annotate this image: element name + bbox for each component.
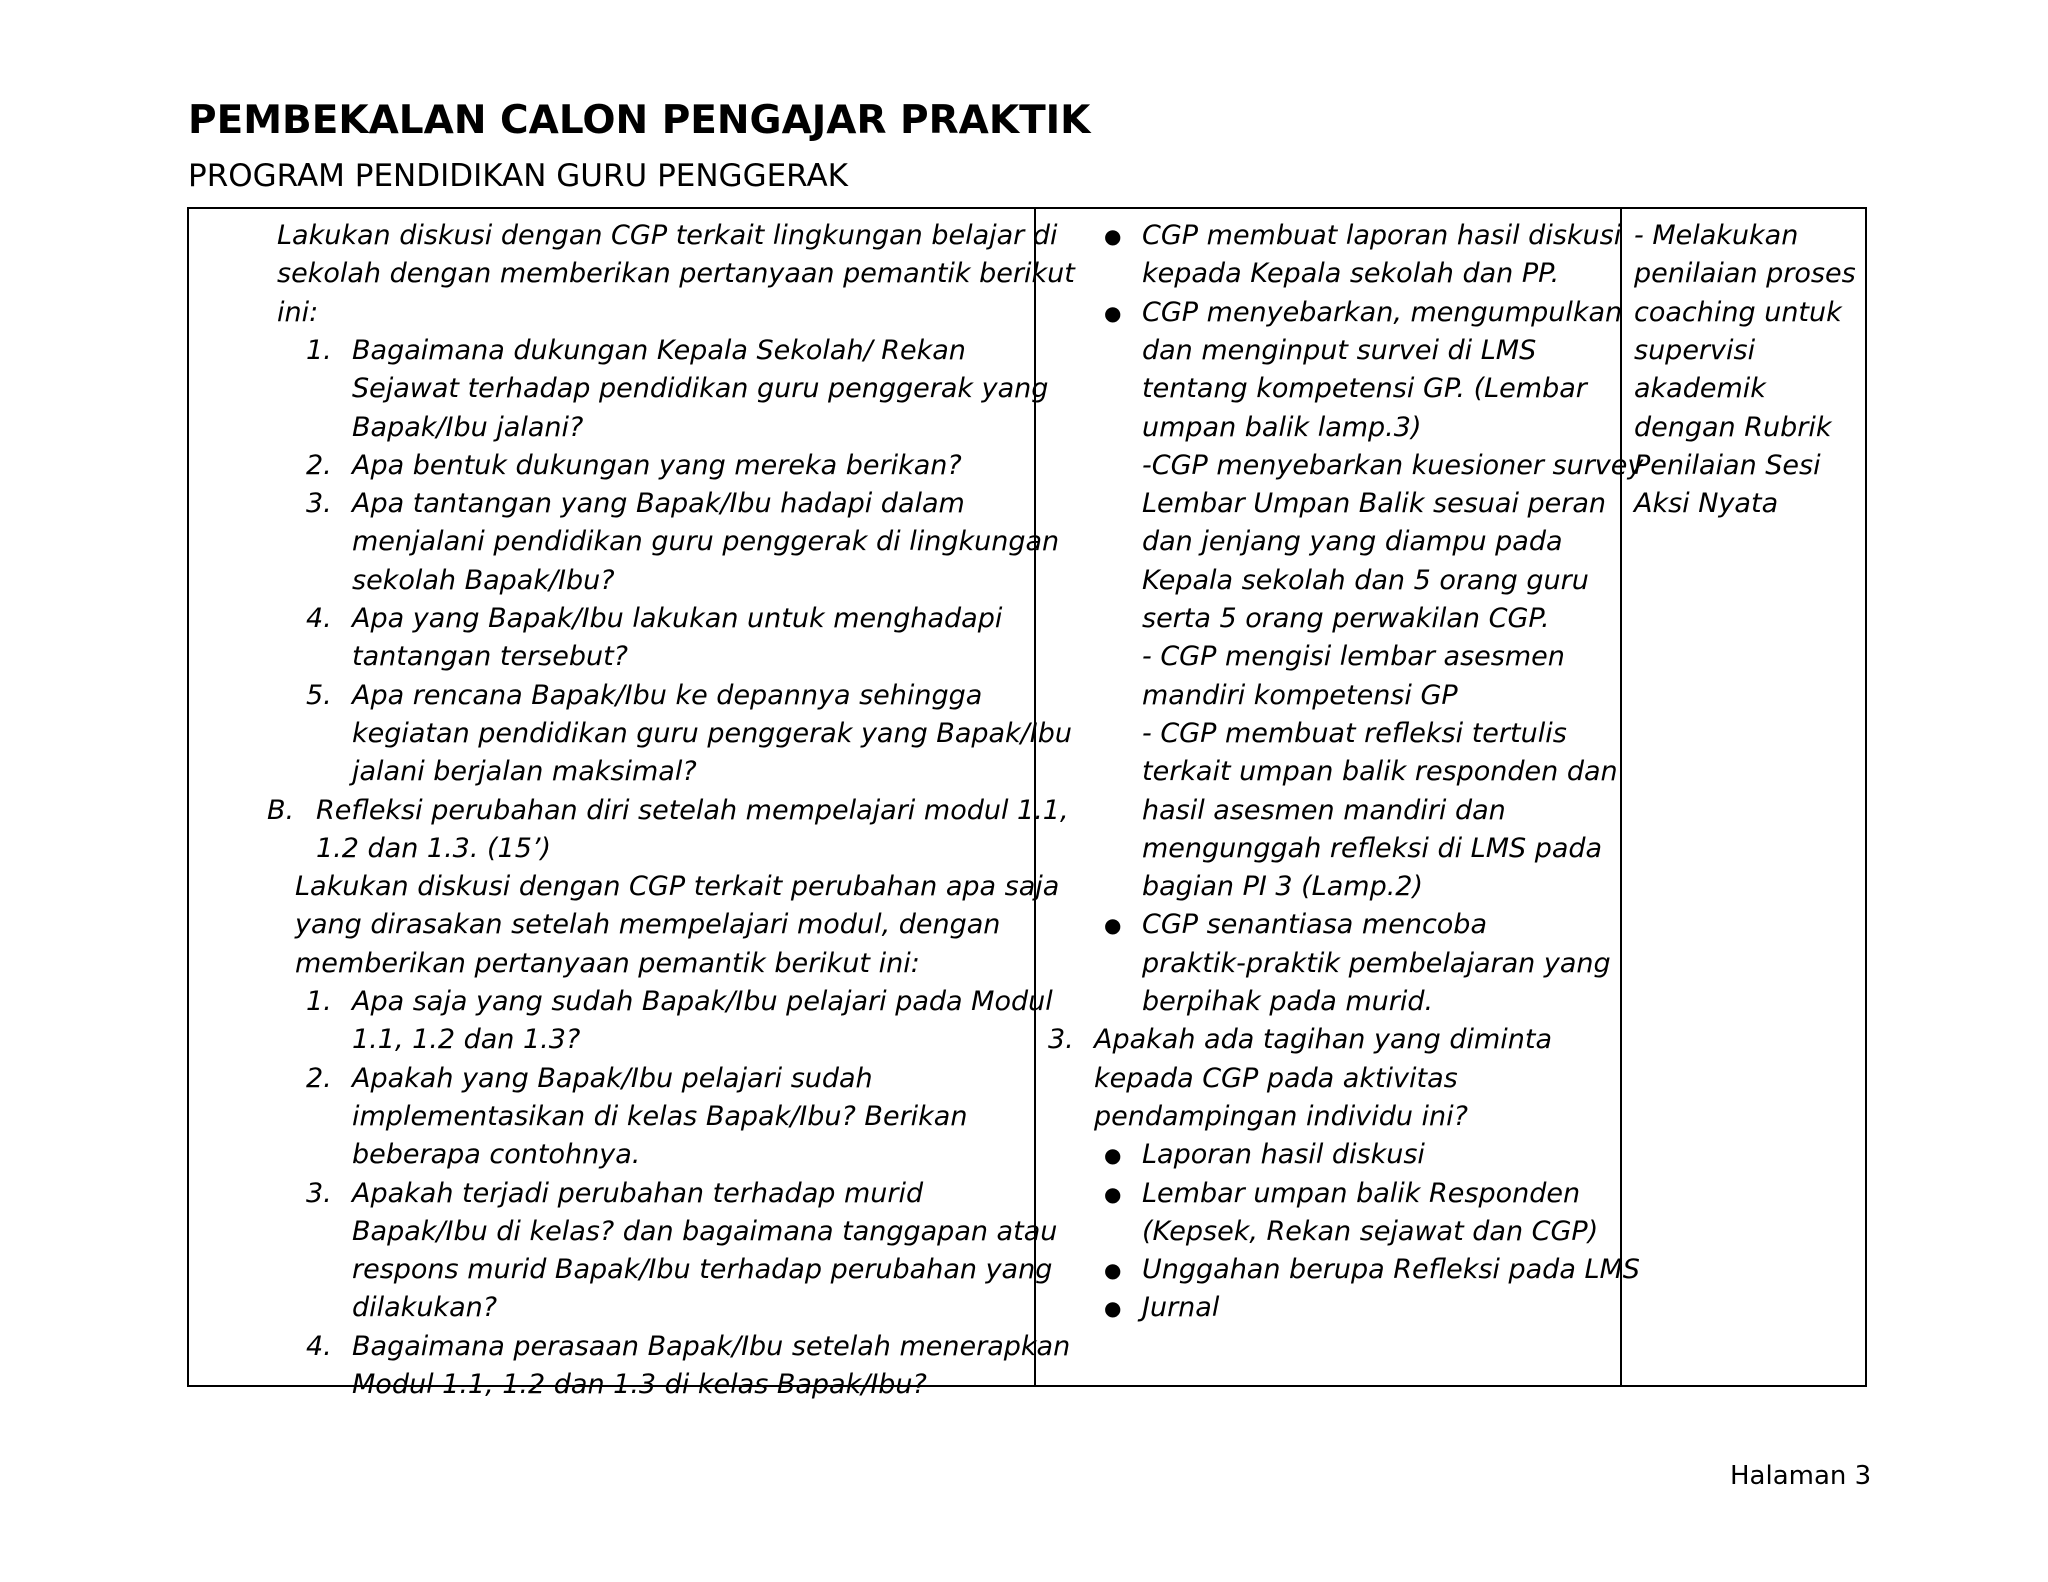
list-item-line: Bapak/Ibu di kelas? dan bagaimana tanggapan atau	[352, 1215, 1058, 1247]
list-item-line: respons murid Bapak/Ibu terhadap perubahan yang	[352, 1254, 1053, 1286]
list-number: 3.	[1048, 1024, 1074, 1056]
list-item-line: Sejawat terhadap pendidikan guru penggerak yang	[352, 373, 1049, 405]
paragraph-line: sekolah dengan memberikan pertanyaan pemantik berikut	[277, 258, 1075, 290]
section-label: B.	[267, 794, 295, 826]
list-number: 1.	[306, 334, 332, 366]
bullet-text-line: CGP menyebarkan, mengumpulkan	[1142, 296, 1623, 328]
paragraph-line: memberikan pertanyaan pemantik berikut ini:	[295, 947, 920, 979]
list-item-line: Apa tantangan yang Bapak/Ibu hadapi dalam	[352, 488, 965, 520]
bullet-text-line: - CGP mengisi lembar asesmen	[1142, 641, 1565, 673]
list-item-line: 1.1, 1.2 dan 1.3?	[352, 1024, 581, 1056]
list-item-line: Apa saja yang sudah Bapak/Ibu pelajari pada Modul	[352, 986, 1053, 1017]
page-title: PEMBEKALAN CALON PENGAJAR PRAKTIK	[188, 98, 1091, 143]
paragraph-line: yang dirasakan setelah mempelajari modul, dengan	[295, 909, 1001, 941]
list-number: 4.	[306, 603, 332, 634]
content-table	[187, 207, 1867, 1400]
bullet-icon: ●	[1104, 1296, 1122, 1321]
bullet-text-line: dan jenjang yang diampu pada	[1142, 526, 1563, 558]
bullet-text-line: berpihak pada murid.	[1142, 986, 1434, 1017]
assessment-line: akademik	[1634, 373, 1766, 405]
paragraph-line: Lakukan diskusi dengan CGP terkait lingkungan belajar di	[277, 220, 1058, 251]
paragraph-line: Lakukan diskusi dengan CGP terkait perubahan apa saja	[295, 871, 1060, 903]
bullet-icon: ●	[1104, 300, 1122, 325]
list-item-line: Apakah ada tagihan yang diminta	[1094, 1024, 1553, 1056]
bullet-text-line: hasil asesmen mandiri dan	[1142, 794, 1506, 826]
bullet-text-line: umpan balik lamp.3)	[1142, 411, 1422, 443]
bullet-text-line: mandiri kompetensi GP	[1142, 679, 1458, 711]
bullet-text-line: (Kepsek, Rekan sejawat dan CGP)	[1142, 1215, 1599, 1247]
bullet-text-line: terkait umpan balik responden dan	[1142, 756, 1618, 788]
bullet-icon: ●	[1104, 1181, 1122, 1206]
bullet-icon: ●	[1104, 913, 1122, 938]
section-heading-line: 1.2 dan 1.3. (15’)	[316, 832, 552, 864]
list-item-line: dilakukan?	[352, 1292, 498, 1324]
assessment-line: Penilaian Sesi	[1634, 449, 1821, 481]
list-item-line: implementasikan di kelas Bapak/Ibu? Berikan	[352, 1100, 968, 1132]
list-item-line: Apa yang Bapak/Ibu lakukan untuk menghadapi	[352, 603, 1003, 634]
bullet-text-line: serta 5 orang perwakilan CGP.	[1142, 603, 1550, 634]
list-item-line: Apa rencana Bapak/Ibu ke depannya sehingga	[352, 679, 983, 711]
section-heading-line: Refleksi perubahan diri setelah mempelajari modul 1.1,	[316, 794, 1069, 826]
list-number: 4.	[306, 1330, 332, 1362]
column-divider	[1620, 209, 1622, 1385]
bullet-text-line: kepada Kepala sekolah dan PP.	[1142, 258, 1560, 290]
list-number: 3.	[306, 488, 332, 520]
list-item-line: Apakah terjadi perubahan terhadap murid	[352, 1177, 924, 1209]
bullet-text-line: - CGP membuat refleksi tertulis	[1142, 717, 1567, 749]
list-item-line: Apakah yang Bapak/Ibu pelajari sudah	[352, 1062, 873, 1094]
bullet-text-line: Unggahan berupa Refleksi pada LMS	[1142, 1254, 1640, 1286]
page-subtitle: PROGRAM PENDIDIKAN GURU PENGGERAK	[188, 158, 848, 194]
list-item-line: jalani berjalan maksimal?	[352, 756, 697, 788]
list-number: 1.	[306, 986, 332, 1017]
assessment-line: - Melakukan	[1634, 220, 1799, 251]
list-item-line: menjalani pendidikan guru penggerak di lingkungan	[352, 526, 1060, 558]
bullet-text-line: Lembar Umpan Balik sesuai peran	[1142, 488, 1607, 520]
bullet-text-line: -CGP menyebarkan kuesioner survey	[1142, 449, 1644, 481]
bullet-text-line: CGP membuat laporan hasil diskusi	[1142, 220, 1622, 251]
bullet-text-line: tentang kompetensi GP. (Lembar	[1142, 373, 1587, 405]
list-item-line: Bagaimana perasaan Bapak/Ibu setelah menerapkan	[352, 1330, 1071, 1362]
bullet-text-line: Kepala sekolah dan 5 orang guru	[1142, 564, 1589, 596]
paragraph-line: ini:	[277, 296, 319, 328]
list-number: 5.	[306, 679, 332, 711]
list-number: 2.	[306, 1062, 332, 1094]
bullet-text-line: bagian PI 3 (Lamp.2)	[1142, 871, 1424, 903]
list-number: 3.	[306, 1177, 332, 1209]
list-item-line: Apa bentuk dukungan yang mereka berikan?	[352, 449, 962, 481]
assessment-line: supervisi	[1634, 334, 1756, 366]
bullet-icon: ●	[1104, 224, 1122, 248]
bullet-text-line: Jurnal	[1142, 1292, 1220, 1324]
list-item-line: pendampingan individu ini?	[1094, 1100, 1468, 1132]
list-item-line: tantangan tersebut?	[352, 641, 629, 673]
list-item-line: Bapak/Ibu jalani?	[352, 411, 584, 443]
assessment-line: penilaian proses	[1634, 258, 1856, 290]
bullet-text-line: Laporan hasil diskusi	[1142, 1139, 1425, 1171]
list-item-line: sekolah Bapak/Ibu?	[352, 564, 615, 596]
list-item-line: beberapa contohnya.	[352, 1139, 641, 1171]
bullet-icon: ●	[1104, 1143, 1122, 1168]
assessment-line: coaching untuk	[1634, 296, 1842, 328]
bullet-text-line: CGP senantiasa mencoba	[1142, 909, 1487, 941]
bullet-icon: ●	[1104, 1258, 1122, 1283]
list-item-line: Modul 1.1, 1.2 dan 1.3 di kelas Bapak/Ibu?	[352, 1369, 927, 1400]
assessment-line: dengan Rubrik	[1634, 411, 1832, 443]
bullet-text-line: Lembar umpan balik Responden	[1142, 1177, 1581, 1209]
list-item-line: Bagaimana dukungan Kepala Sekolah/ Rekan	[352, 334, 966, 366]
bullet-text-line: mengunggah refleksi di LMS pada	[1142, 832, 1603, 864]
page-number: Halaman 3	[1730, 1461, 1872, 1491]
bullet-text-line: praktik-praktik pembelajaran yang	[1142, 947, 1611, 979]
list-item-line: kegiatan pendidikan guru penggerak yang Bapak/Ibu	[352, 717, 1072, 749]
list-number: 2.	[306, 449, 332, 481]
bullet-text-line: dan menginput survei di LMS	[1142, 334, 1537, 366]
assessment-line: Aksi Nyata	[1634, 488, 1779, 520]
list-item-line: kepada CGP pada aktivitas	[1094, 1062, 1458, 1094]
